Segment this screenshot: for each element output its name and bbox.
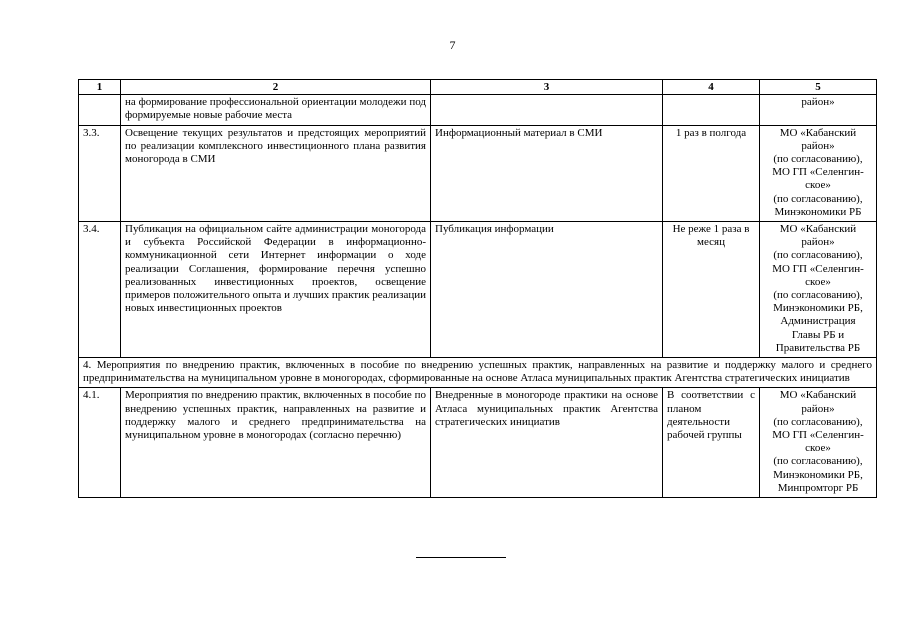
- responsible-line: ское»: [805, 442, 831, 455]
- row-period: Не реже 1 раза в месяц: [663, 222, 760, 358]
- row-responsible: [760, 125, 877, 221]
- header-col-3: 3: [431, 80, 663, 95]
- section-heading-row: [79, 358, 877, 388]
- row-responsible: [760, 222, 877, 358]
- row-activity: на формирование профессиональной ориентации молодежи под формируемые новые рабочие места: [121, 95, 431, 125]
- responsible-line: МО ГП «Селенгин-: [772, 429, 864, 442]
- responsible-line: район»: [801, 139, 835, 152]
- responsible-line: ское»: [805, 275, 831, 288]
- row-result: Внедренные в моногороде практики на основе Атласа муниципальных практик Агентства стратегических инициатив: [431, 388, 663, 498]
- responsible-line: ское»: [805, 179, 831, 192]
- responsible-line: МО «Кабанский: [779, 223, 857, 236]
- responsible-line: Минэкономики РБ,: [773, 468, 863, 481]
- table-row: [79, 222, 877, 358]
- row-result: [431, 95, 663, 125]
- responsible-line: МО ГП «Селенгин-: [772, 262, 864, 275]
- header-col-5: 5: [760, 80, 877, 95]
- row-activity: Публикация на официальном сайте администрации моногорода и субъекта Российской Федерации в информационно-коммуникационной сети Интернет информации о ходе реализации Соглашения, формирование перечня успешно реализованных инвестиционных проектов, освещение примеров положительного опыта и лучших практик реализации новых инвестиционных проектов: [121, 222, 431, 358]
- responsible-line: (по согласованию),: [773, 153, 863, 166]
- responsible-line: (по согласованию),: [773, 249, 863, 262]
- footer-separator-line: [416, 557, 506, 558]
- page-number: 7: [449, 38, 456, 52]
- table-header-row: [79, 80, 877, 95]
- responsible-line: (по согласованию),: [773, 289, 863, 302]
- row-number: 4.1.: [79, 388, 121, 498]
- row-activity: Освещение текущих результатов и предстоящих мероприятий по реализации комплексного инвестиционного плана развития моногорода в СМИ: [121, 125, 431, 221]
- responsible-line: Минэкономики РБ: [774, 205, 862, 218]
- table-row: [79, 125, 877, 221]
- row-activity: Мероприятия по внедрению практик, включенных в пособие по внедрению успешных практик, направленных на развитие и поддержку малого и среднего предпринимательства на муниципальном уровне в моногородах (согласно перечню): [121, 388, 431, 498]
- row-number: [79, 95, 121, 125]
- row-result: Информационный материал в СМИ: [431, 125, 663, 221]
- row-result: Публикация информации: [431, 222, 663, 358]
- row-number: 3.3.: [79, 125, 121, 221]
- responsible-line: район»: [801, 402, 835, 415]
- responsible-line: Администрация: [780, 315, 856, 328]
- responsible-line: Правительства РБ: [775, 341, 861, 354]
- responsible-line: (по согласованию),: [773, 455, 863, 468]
- action-plan-table: [78, 79, 877, 498]
- header-col-4: 4: [663, 80, 760, 95]
- responsible-line: (по согласованию),: [773, 415, 863, 428]
- responsible-line: МО «Кабанский: [779, 389, 857, 402]
- responsible-line: МО «Кабанский: [779, 126, 857, 139]
- responsible-line: Минэкономики РБ,: [773, 302, 863, 315]
- row-responsible: [760, 95, 877, 125]
- section-4-heading: 4. Мероприятия по внедрению практик, включенных в пособие по внедрению успешных практик, направленных на развитие и поддержку малого и среднего предпринимательства на муниципальном уровне в моногородах, сформированные на основе Атласа муниципальных практик Агентства стратегических инициатив: [79, 358, 877, 388]
- row-period: 1 раз в полгода: [663, 125, 760, 221]
- row-responsible: [760, 388, 877, 498]
- table-row: [79, 95, 877, 125]
- responsible-line: Главы РБ и: [791, 328, 845, 341]
- row-period: В соответствии с планом деятельности рабочей группы: [663, 388, 760, 498]
- header-col-2: 2: [121, 80, 431, 95]
- responsible-line: МО ГП «Селенгин-: [772, 166, 864, 179]
- responsible-line: район»: [801, 236, 835, 249]
- row-number: 3.4.: [79, 222, 121, 358]
- responsible-line: (по согласованию),: [773, 192, 863, 205]
- header-col-1: 1: [79, 80, 121, 95]
- responsible-line: Минпромторг РБ: [777, 481, 859, 494]
- row-period: [663, 95, 760, 125]
- responsible-line: район»: [801, 96, 835, 109]
- table-row: [79, 388, 877, 498]
